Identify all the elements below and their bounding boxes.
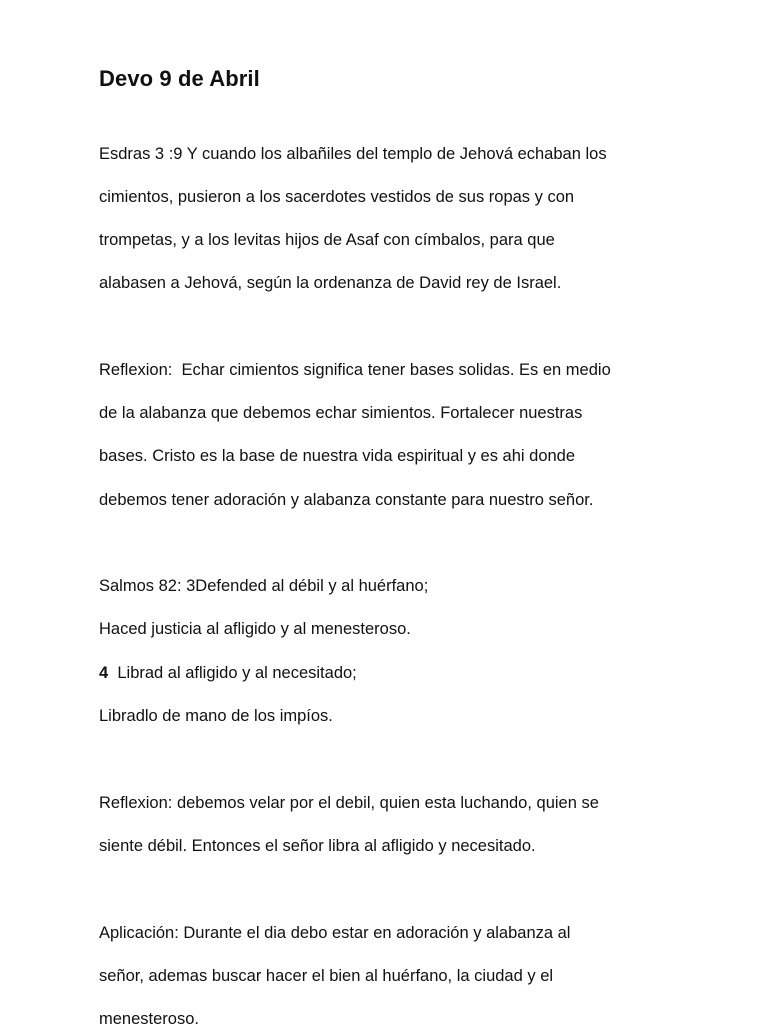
text-line: señor, ademas buscar hacer el bien al huérfano, la ciudad y el xyxy=(99,966,554,985)
text-line: de la alabanza que debemos echar simientos. Fortalecer nuestras xyxy=(99,404,583,423)
text-line: trompetas, y a los levitas hijos de Asaf con címbalos, para que xyxy=(99,230,555,249)
text-line: siente débil. Entonces el señor libra al afligido y necesitado. xyxy=(99,836,536,855)
paragraph-salmos xyxy=(99,555,668,749)
text-line: Salmos 82: 3Defended al débil y al huérfano; xyxy=(99,577,429,596)
text-line: Reflexion: debemos velar por el debil, quien esta luchando, quien se xyxy=(99,793,599,812)
paragraph-reflexion-2 xyxy=(99,771,668,879)
text-line: Haced justicia al afligido y al menesteroso. xyxy=(99,620,411,639)
text-line: Esdras 3 :9 Y cuando los albañiles del templo de Jehová echaban los xyxy=(99,144,607,163)
text-line: Aplicación: Durante el dia debo estar en adoración y alabanza al xyxy=(99,923,571,942)
verse-text: Librad al afligido y al necesitado; xyxy=(108,663,357,682)
text-line: alabasen a Jehová, según la ordenanza de David rey de Israel. xyxy=(99,274,562,293)
text-line: menesteroso. xyxy=(99,1009,199,1024)
paragraph-aplicacion xyxy=(99,901,668,1024)
text-line: Libradlo de mano de los impíos. xyxy=(99,706,333,725)
paragraph-esdras xyxy=(99,122,668,316)
verse-number: 4 xyxy=(99,663,109,682)
text-line: Reflexion: Echar cimientos significa tener bases solidas. Es en medio xyxy=(99,360,611,379)
paragraph-reflexion-1 xyxy=(99,338,668,532)
text-line: bases. Cristo es la base de nuestra vida espiritual y es ahi donde xyxy=(99,447,576,466)
text-line: cimientos, pusieron a los sacerdotes vestidos de sus ropas y con xyxy=(99,187,575,206)
text-line: debemos tener adoración y alabanza constante para nuestro señor. xyxy=(99,490,594,509)
page-title: Devo 9 de Abril xyxy=(99,66,260,91)
verse-line xyxy=(99,663,668,685)
